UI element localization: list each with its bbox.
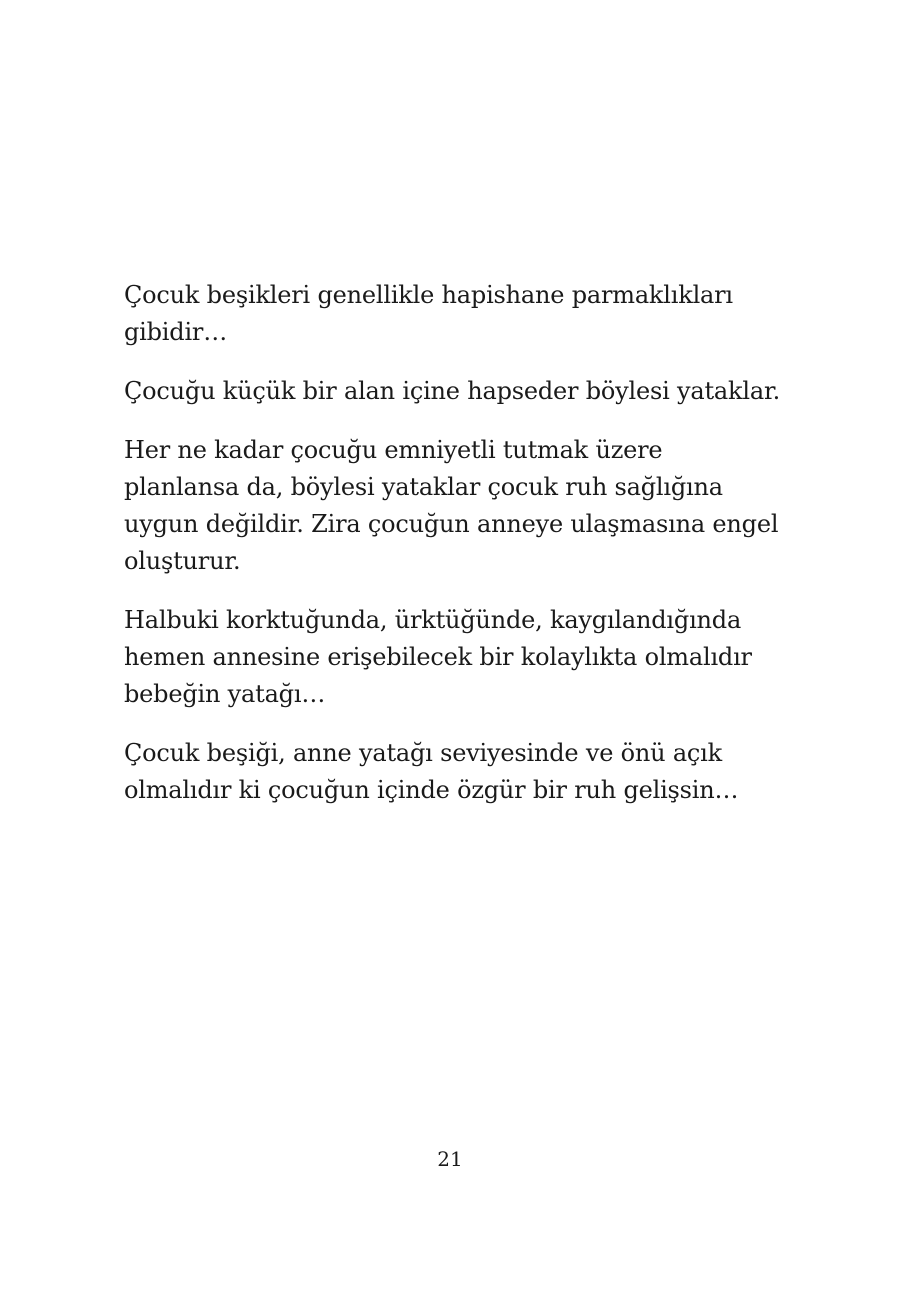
- body-text: [124, 277, 784, 831]
- paragraph: Her ne kadar çocuğu emniyetli tutmak üzere planlansa da, böylesi yataklar çocuk ruh sağlığına uygun değildir. Zira çocuğun anneye ulaşmasına engel oluşturur.: [124, 436, 779, 575]
- paragraph: Çocuk beşiği, anne yatağı seviyesinde ve önü açık olmalıdır ki çocuğun içinde özgür bir ruh gelişsin…: [124, 739, 739, 804]
- page-number: 21: [437, 1147, 463, 1171]
- paragraph: Halbuki korktuğunda, ürktüğünde, kaygılandığında hemen annesine erişebilecek bir kolaylıkta olmalıdır bebeğin yatağı…: [124, 606, 752, 708]
- paragraph: Çocuğu küçük bir alan içine hapseder böylesi yataklar.: [124, 377, 781, 405]
- paragraph: Çocuk beşikleri genellikle hapishane parmaklıkları gibidir…: [124, 281, 733, 346]
